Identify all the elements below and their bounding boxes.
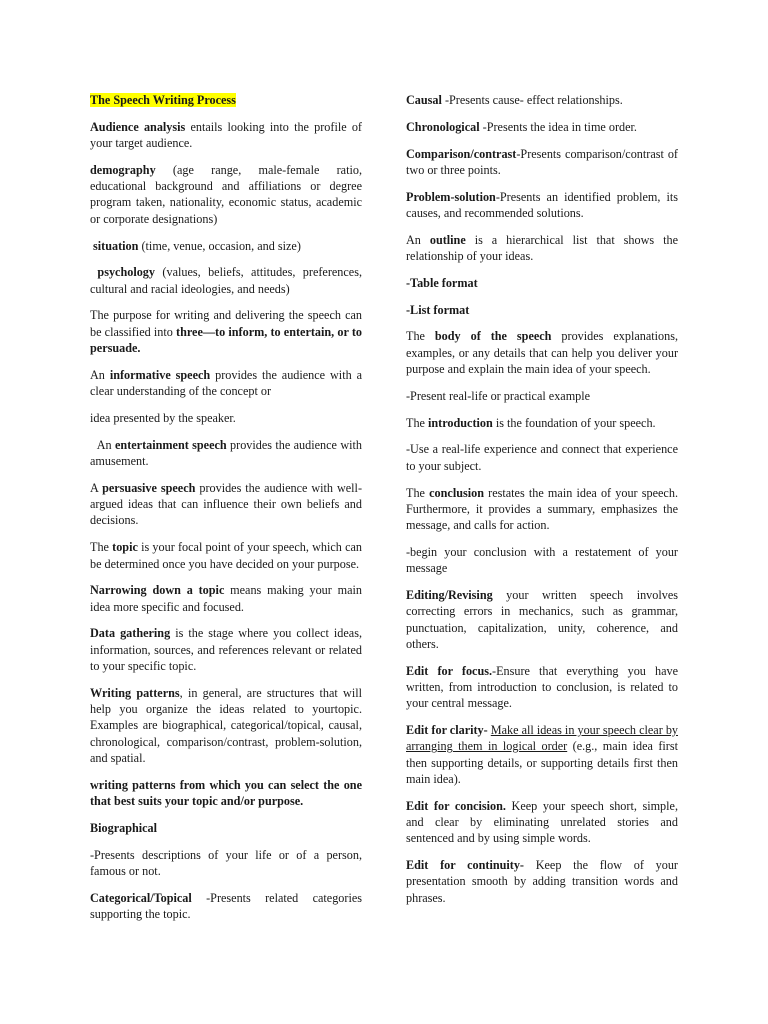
situation-paragraph: situation (time, venue, occasion, and size) (93, 238, 301, 253)
left-column (90, 92, 362, 933)
select-pattern-paragraph: writing patterns from which you can select the one that best suits your topic and/or purpose. (90, 777, 362, 809)
idea-paragraph: idea presented by the speaker. (90, 410, 236, 425)
use-experience-paragraph: -Use a real-life experience and connect that experience to your subject. (406, 442, 678, 473)
writing-patterns-paragraph: Writing patterns, in general, are structures that will help you organize the ideas related to yourtopic. Examples are biographical, categorical/topical, causal, chronological, comparison/contrast, problem-solution, and spatial. (90, 685, 362, 765)
entertainment-speech-paragraph: An entertainment speech provides the audience with amusement. (90, 437, 362, 469)
title-highlight: The Speech Writing Process (90, 93, 236, 107)
clarity-underlined-text: Make all ideas in your speech clear by arranging them in logical order (406, 723, 679, 754)
begin-conclusion-paragraph: -begin your conclusion with a restatement of your message (406, 544, 678, 576)
problem-solution-paragraph: Problem-solution-Presents an identified problem, its causes, and recommended solutions. (406, 189, 678, 220)
table-format-item: -Table format (406, 275, 478, 290)
body-paragraph: The body of the speech provides explanations, examples, or any details that can help you deliver your purpose and explain the main idea of your speech. (406, 329, 678, 377)
right-column (406, 92, 678, 917)
comparison-paragraph: Comparison/contrast-Presents comparison/contrast of two or three points. (406, 146, 678, 177)
edit-clarity-paragraph: Edit for clarity- Make all ideas in your speech clear by arranging them in logical order (e.g., main idea first then supporting details, or supporting details first then main idea). (406, 723, 679, 786)
data-gathering-paragraph: Data gathering is the stage where you collect ideas, information, sources, and references relevant or related to your specific topic. (90, 626, 362, 674)
audience-analysis-paragraph: Audience analysis entails looking into the profile of your target audience. (90, 119, 362, 151)
edit-focus-paragraph: Edit for focus.-Ensure that everything you have written, from introduction to conclusion, is related to your central message. (406, 663, 678, 711)
biographical-paragraph: -Presents descriptions of your life or of a person, famous or not. (90, 847, 362, 878)
conclusion-paragraph: The conclusion restates the main idea of your speech. Furthermore, it provides a summary, emphasizes the message, and calls for action. (406, 485, 678, 533)
biographical-heading: Biographical (90, 820, 158, 835)
causal-paragraph: Causal -Presents cause- effect relationships. (406, 93, 623, 107)
categorical-paragraph: Categorical/Topical -Presents related categories supporting the topic. (90, 890, 362, 922)
persuasive-speech-paragraph: A persuasive speech provides the audience with well-argued ideas that can influence their own beliefs and decisions. (90, 480, 363, 528)
list-format-item: -List format (406, 302, 470, 317)
real-life-paragraph: -Present real-life or practical example (406, 388, 591, 403)
outline-paragraph: An outline is a hierarchical list that shows the relationship of your ideas. (406, 232, 678, 264)
editing-paragraph: Editing/Revising your written speech involves correcting errors in mechanics, such as grammar, punctuation, capitalization, unity, coherence, and others. (406, 588, 678, 651)
edit-continuity-paragraph: Edit for continuity- Keep the flow of your presentation smooth by adding transition words and phrases. (406, 858, 678, 905)
psychology-paragraph: psychology (values, beliefs, attitudes, preferences, cultural and racial ideologies, and needs) (90, 265, 362, 296)
informative-speech-paragraph: An informative speech provides the audience with a clear understanding of the concept or (90, 367, 362, 399)
purpose-paragraph: The purpose for writing and delivering the speech can be classified into three—to inform, to entertain, or to persuade. (90, 308, 362, 356)
chronological-paragraph: Chronological -Presents the idea in time order. (406, 119, 637, 134)
edit-concision-paragraph: Edit for concision. Keep your speech short, simple, and clear by eliminating unrelated stories and sentenced and by using simple words. (406, 798, 678, 846)
narrowing-paragraph: Narrowing down a topic means making your main idea more specific and focused. (90, 583, 363, 614)
document-title (90, 92, 362, 108)
topic-paragraph: The topic is your focal point of your speech, which can be determined once you have decided on your purpose. (90, 540, 362, 571)
demography-paragraph: demography (age range, male-female ratio, educational background and affiliations or degree program taken, nationality, economic status, academic or corporate designations) (90, 162, 362, 226)
introduction-paragraph: The introduction is the foundation of your speech. (406, 415, 656, 430)
